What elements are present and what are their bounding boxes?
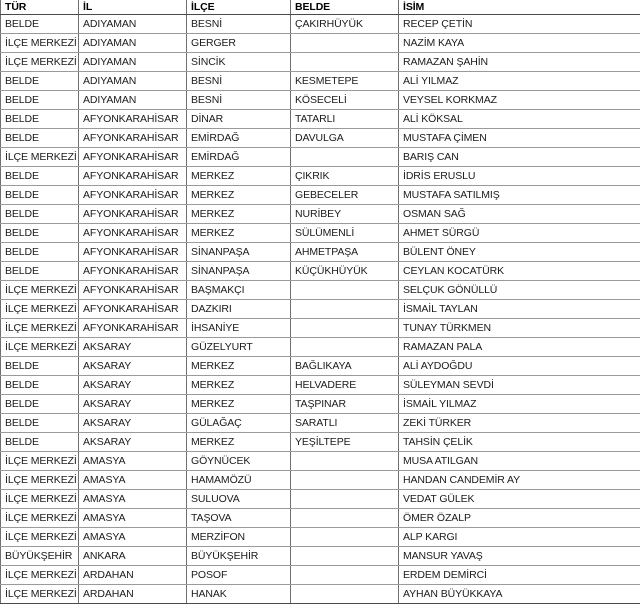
cell-tur[interactable]: İLÇE MERKEZİ [1, 566, 79, 585]
cell-belde[interactable]: SARATLI [291, 414, 399, 433]
cell-tur[interactable]: İLÇE MERKEZİ [1, 452, 79, 471]
cell-il[interactable]: AFYONKARAHİSAR [79, 300, 187, 319]
cell-belde[interactable] [291, 281, 399, 300]
cell-tur[interactable]: İLÇE MERKEZİ [1, 300, 79, 319]
cell-isim[interactable]: AYHAN BÜYÜKKAYA [399, 585, 640, 604]
cell-tur[interactable]: BELDE [1, 167, 79, 186]
cell-isim[interactable]: SÜLEYMAN SEVDİ [399, 376, 640, 395]
table-row[interactable] [1, 167, 640, 186]
cell-isim[interactable]: HANDAN CANDEMİR AY [399, 471, 640, 490]
cell-ilce[interactable]: MERKEZ [187, 186, 291, 205]
cell-tur[interactable]: BELDE [1, 72, 79, 91]
cell-belde[interactable] [291, 452, 399, 471]
cell-ilce[interactable]: MERKEZ [187, 224, 291, 243]
cell-ilce[interactable]: GÜZELYURT [187, 338, 291, 357]
cell-ilce[interactable]: MERKEZ [187, 433, 291, 452]
cell-tur[interactable]: BELDE [1, 395, 79, 414]
table-row[interactable] [1, 395, 640, 414]
cell-tur[interactable]: BELDE [1, 262, 79, 281]
cell-belde[interactable] [291, 148, 399, 167]
cell-isim[interactable]: İSMAİL YILMAZ [399, 395, 640, 414]
cell-isim[interactable]: MUSA ATILGAN [399, 452, 640, 471]
cell-belde[interactable] [291, 547, 399, 566]
cell-belde[interactable] [291, 471, 399, 490]
cell-isim[interactable]: MANSUR YAVAŞ [399, 547, 640, 566]
cell-isim[interactable]: İSMAİL TAYLAN [399, 300, 640, 319]
table-row[interactable] [1, 224, 640, 243]
cell-tur[interactable]: BELDE [1, 243, 79, 262]
cell-ilce[interactable]: MERKEZ [187, 395, 291, 414]
cell-il[interactable]: AKSARAY [79, 357, 187, 376]
cell-belde[interactable]: TATARLI [291, 110, 399, 129]
cell-il[interactable]: AKSARAY [79, 376, 187, 395]
cell-il[interactable]: AMASYA [79, 471, 187, 490]
cell-tur[interactable]: İLÇE MERKEZİ [1, 338, 79, 357]
cell-ilce[interactable]: MERKEZ [187, 376, 291, 395]
cell-belde[interactable] [291, 34, 399, 53]
cell-belde[interactable]: DAVULGA [291, 129, 399, 148]
table-row[interactable] [1, 205, 640, 224]
cell-il[interactable]: AMASYA [79, 490, 187, 509]
cell-tur[interactable]: BELDE [1, 414, 79, 433]
table-row[interactable] [1, 338, 640, 357]
cell-il[interactable]: ARDAHAN [79, 585, 187, 604]
cell-tur[interactable]: İLÇE MERKEZİ [1, 319, 79, 338]
cell-tur[interactable]: BELDE [1, 205, 79, 224]
cell-belde[interactable]: YEŞİLTEPE [291, 433, 399, 452]
cell-isim[interactable]: NAZİM KAYA [399, 34, 640, 53]
column-header-isim[interactable]: İSİM [399, 0, 640, 15]
table-row[interactable] [1, 129, 640, 148]
cell-belde[interactable] [291, 509, 399, 528]
cell-tur[interactable]: BELDE [1, 129, 79, 148]
cell-ilce[interactable]: HANAK [187, 585, 291, 604]
cell-il[interactable]: ANKARA [79, 547, 187, 566]
cell-ilce[interactable]: BESNİ [187, 91, 291, 110]
table-header-row [1, 0, 640, 15]
cell-ilce[interactable]: SİNCİK [187, 53, 291, 72]
column-header-ilce[interactable]: İLÇE [187, 0, 291, 15]
cell-ilce[interactable]: BÜYÜKŞEHİR [187, 547, 291, 566]
cell-il[interactable]: AFYONKARAHİSAR [79, 319, 187, 338]
cell-il[interactable]: ADIYAMAN [79, 53, 187, 72]
column-header-tur[interactable]: TÜR [1, 0, 79, 15]
cell-isim[interactable]: RAMAZAN PALA [399, 338, 640, 357]
cell-il[interactable]: AMASYA [79, 452, 187, 471]
table-row[interactable] [1, 53, 640, 72]
cell-tur[interactable]: İLÇE MERKEZİ [1, 53, 79, 72]
cell-il[interactable]: ADIYAMAN [79, 91, 187, 110]
cell-tur[interactable]: İLÇE MERKEZİ [1, 509, 79, 528]
cell-isim[interactable]: BÜLENT ÖNEY [399, 243, 640, 262]
cell-isim[interactable]: TUNAY TÜRKMEN [399, 319, 640, 338]
cell-ilce[interactable]: BESNİ [187, 15, 291, 34]
table-row[interactable] [1, 471, 640, 490]
table-row[interactable] [1, 357, 640, 376]
cell-isim[interactable]: İDRİS ERUSLU [399, 167, 640, 186]
cell-il[interactable]: ADIYAMAN [79, 72, 187, 91]
cell-ilce[interactable]: BESNİ [187, 72, 291, 91]
table-row[interactable] [1, 186, 640, 205]
cell-isim[interactable]: ALİ YILMAZ [399, 72, 640, 91]
cell-belde[interactable]: HELVADERE [291, 376, 399, 395]
cell-belde[interactable]: KESMETEPE [291, 72, 399, 91]
cell-ilce[interactable]: TAŞOVA [187, 509, 291, 528]
cell-isim[interactable]: ALİ AYDOĞDU [399, 357, 640, 376]
cell-belde[interactable]: KÜÇÜKHÜYÜK [291, 262, 399, 281]
cell-tur[interactable]: İLÇE MERKEZİ [1, 490, 79, 509]
cell-il[interactable]: AFYONKARAHİSAR [79, 148, 187, 167]
cell-isim[interactable]: VEDAT GÜLEK [399, 490, 640, 509]
cell-tur[interactable]: BELDE [1, 91, 79, 110]
table-row[interactable] [1, 15, 640, 34]
cell-ilce[interactable]: SİNANPAŞA [187, 243, 291, 262]
cell-ilce[interactable]: MERKEZ [187, 357, 291, 376]
cell-il[interactable]: AKSARAY [79, 395, 187, 414]
cell-belde[interactable] [291, 528, 399, 547]
table-row[interactable] [1, 452, 640, 471]
cell-belde[interactable]: TAŞPINAR [291, 395, 399, 414]
cell-ilce[interactable]: MERZİFON [187, 528, 291, 547]
column-header-il[interactable]: İL [79, 0, 187, 15]
cell-ilce[interactable]: İHSANİYE [187, 319, 291, 338]
table-row[interactable] [1, 547, 640, 566]
cell-tur[interactable]: BELDE [1, 433, 79, 452]
cell-il[interactable]: ADIYAMAN [79, 34, 187, 53]
cell-il[interactable]: AFYONKARAHİSAR [79, 167, 187, 186]
cell-belde[interactable]: AHMETPAŞA [291, 243, 399, 262]
cell-ilce[interactable]: BAŞMAKÇI [187, 281, 291, 300]
table-row[interactable] [1, 300, 640, 319]
table-row[interactable] [1, 414, 640, 433]
cell-tur[interactable]: İLÇE MERKEZİ [1, 528, 79, 547]
cell-il[interactable]: AKSARAY [79, 338, 187, 357]
cell-ilce[interactable]: SİNANPAŞA [187, 262, 291, 281]
cell-belde[interactable] [291, 300, 399, 319]
cell-il[interactable]: AFYONKARAHİSAR [79, 224, 187, 243]
cell-isim[interactable]: CEYLAN KOCATÜRK [399, 262, 640, 281]
cell-tur[interactable]: İLÇE MERKEZİ [1, 585, 79, 604]
cell-il[interactable]: AFYONKARAHİSAR [79, 281, 187, 300]
cell-isim[interactable]: BARIŞ CAN [399, 148, 640, 167]
cell-isim[interactable]: MUSTAFA ÇİMEN [399, 129, 640, 148]
cell-isim[interactable]: OSMAN SAĞ [399, 205, 640, 224]
table-row[interactable] [1, 509, 640, 528]
cell-belde[interactable]: ÇAKIRHÜYÜK [291, 15, 399, 34]
table-row[interactable] [1, 319, 640, 338]
cell-tur[interactable]: İLÇE MERKEZİ [1, 281, 79, 300]
cell-tur[interactable]: BELDE [1, 357, 79, 376]
cell-isim[interactable]: VEYSEL KORKMAZ [399, 91, 640, 110]
cell-belde[interactable]: ÇIKRIK [291, 167, 399, 186]
table-row[interactable] [1, 566, 640, 585]
table-row[interactable] [1, 91, 640, 110]
cell-isim[interactable]: TAHSİN ÇELİK [399, 433, 640, 452]
cell-ilce[interactable]: MERKEZ [187, 205, 291, 224]
cell-belde[interactable] [291, 338, 399, 357]
table-row[interactable] [1, 148, 640, 167]
cell-belde[interactable]: GEBECELER [291, 186, 399, 205]
cell-isim[interactable]: RECEP ÇETİN [399, 15, 640, 34]
cell-tur[interactable]: İLÇE MERKEZİ [1, 471, 79, 490]
cell-ilce[interactable]: GERGER [187, 34, 291, 53]
cell-isim[interactable]: ZEKİ TÜRKER [399, 414, 640, 433]
cell-ilce[interactable]: DİNAR [187, 110, 291, 129]
cell-belde[interactable]: NURİBEY [291, 205, 399, 224]
cell-il[interactable]: AFYONKARAHİSAR [79, 262, 187, 281]
cell-belde[interactable] [291, 319, 399, 338]
cell-isim[interactable]: AHMET SÜRGÜ [399, 224, 640, 243]
cell-il[interactable]: ARDAHAN [79, 566, 187, 585]
table-row[interactable] [1, 262, 640, 281]
cell-tur[interactable]: BELDE [1, 186, 79, 205]
cell-isim[interactable]: RAMAZAN ŞAHİN [399, 53, 640, 72]
table-row[interactable] [1, 433, 640, 452]
cell-isim[interactable]: ÖMER ÖZALP [399, 509, 640, 528]
cell-il[interactable]: AKSARAY [79, 433, 187, 452]
cell-belde[interactable] [291, 566, 399, 585]
cell-ilce[interactable]: GÖYNÜCEK [187, 452, 291, 471]
table-row[interactable] [1, 72, 640, 91]
cell-tur[interactable]: BELDE [1, 110, 79, 129]
cell-il[interactable]: AMASYA [79, 509, 187, 528]
cell-ilce[interactable]: DAZKIRI [187, 300, 291, 319]
cell-il[interactable]: AMASYA [79, 528, 187, 547]
table-row[interactable] [1, 34, 640, 53]
cell-belde[interactable] [291, 585, 399, 604]
cell-il[interactable]: AFYONKARAHİSAR [79, 129, 187, 148]
table-row[interactable] [1, 281, 640, 300]
cell-tur[interactable]: BELDE [1, 15, 79, 34]
cell-tur[interactable]: BÜYÜKŞEHİR [1, 547, 79, 566]
table-row[interactable] [1, 110, 640, 129]
table-row[interactable] [1, 243, 640, 262]
cell-belde[interactable]: KÖSECELİ [291, 91, 399, 110]
cell-isim[interactable]: ERDEM DEMİRCİ [399, 566, 640, 585]
cell-tur[interactable]: BELDE [1, 376, 79, 395]
cell-belde[interactable] [291, 53, 399, 72]
cell-isim[interactable]: ALİ KÖKSAL [399, 110, 640, 129]
cell-ilce[interactable]: MERKEZ [187, 167, 291, 186]
table-body [1, 15, 640, 604]
cell-tur[interactable]: İLÇE MERKEZİ [1, 34, 79, 53]
cell-ilce[interactable]: EMİRDAĞ [187, 129, 291, 148]
cell-il[interactable]: AFYONKARAHİSAR [79, 243, 187, 262]
cell-il[interactable]: AKSARAY [79, 414, 187, 433]
cell-ilce[interactable]: SULUOVA [187, 490, 291, 509]
table-row[interactable] [1, 585, 640, 604]
table-row[interactable] [1, 376, 640, 395]
cell-isim[interactable]: ALP KARGI [399, 528, 640, 547]
cell-il[interactable]: ADIYAMAN [79, 15, 187, 34]
table-row[interactable] [1, 528, 640, 547]
cell-il[interactable]: AFYONKARAHİSAR [79, 186, 187, 205]
cell-ilce[interactable]: HAMAMÖZÜ [187, 471, 291, 490]
column-header-belde[interactable]: BELDE [291, 0, 399, 15]
cell-ilce[interactable]: EMİRDAĞ [187, 148, 291, 167]
cell-ilce[interactable]: POSOF [187, 566, 291, 585]
cell-tur[interactable]: İLÇE MERKEZİ [1, 148, 79, 167]
cell-belde[interactable]: SÜLÜMENLİ [291, 224, 399, 243]
cell-ilce[interactable]: GÜLAĞAÇ [187, 414, 291, 433]
cell-tur[interactable]: BELDE [1, 224, 79, 243]
cell-isim[interactable]: MUSTAFA SATILMIŞ [399, 186, 640, 205]
cell-belde[interactable]: BAĞLIKAYA [291, 357, 399, 376]
cell-isim[interactable]: SELÇUK GÖNÜLLÜ [399, 281, 640, 300]
table-header [1, 0, 640, 15]
cell-il[interactable]: AFYONKARAHİSAR [79, 205, 187, 224]
cell-il[interactable]: AFYONKARAHİSAR [79, 110, 187, 129]
